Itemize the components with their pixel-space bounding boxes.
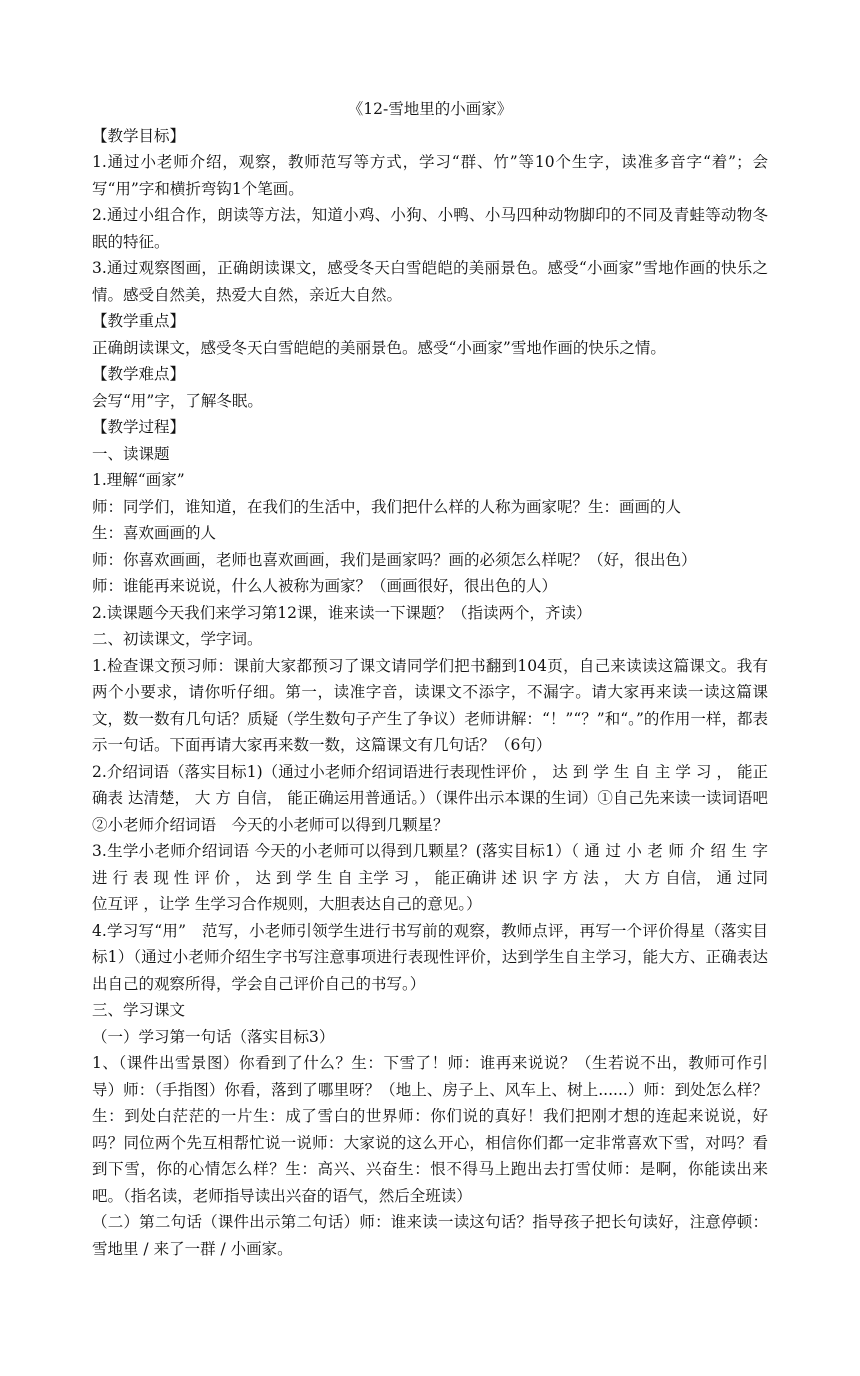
- dialogue-line: 师：同学们，谁知道，在我们的生活中，我们把什么样的人称为画家呢？生：画画的人: [92, 497, 682, 516]
- step-2-3: 3.生学小老师介绍词语 今天的小老师可以得到几颗星？(落实目标1）（ 通 过 小 老 师 介 绍 生 字 进 行 表 现 性 评 价 ， 达 到 学 生 自 主学 习 ， 能正确讲 述 识 字 方 法 ， 大 方 自信， 通 过同位互评 ，让学 生学习合作规则，大胆表达自己的意见。）: [92, 842, 768, 913]
- heading-key-points: 【教学重点】: [92, 312, 186, 330]
- goal-2: 2.通过小组合作，朗读等方法，知道小鸡、小狗、小鸭、小马四种动物脚印的不同及青蛙等动物冬眠的特征。: [92, 206, 768, 251]
- step-1-2: 2.读课题今天我们来学习第12课，谁来读一下课题？（指读两个，齐读）: [92, 603, 592, 622]
- lesson-plan-page: [92, 96, 768, 1262]
- section-1-heading: 一、读课题: [92, 444, 170, 463]
- subsection-3-2: （二）第二句话（课件出示第二句话）师：谁来读一读这句话？指导孩子把长句读好，注意停顿：雪地里 / 来了一群 / 小画家。: [92, 1213, 768, 1258]
- goal-1: 1.通过小老师介绍，观察，教师范写等方式，学习“群、竹”等10个生字，读准多音字“着”；会写“用”字和横折弯钩1个笔画。: [92, 153, 768, 198]
- step-3-1-1: 1、（课件出雪景图）你看到了什么？生：下雪了！师：谁再来说说？（生若说不出，教师可作引导）师：（手指图）你看，落到了哪里呀？（地上、房子上、风车上、树上......）师：到处怎么样？生：到处白茫茫的一片生：成了雪白的世界师：你们说的真好！我们把刚才想的连起来说说，好吗？同位两个先互相帮忙说一说师：大家说的这么开心，相信你们都一定非常喜欢下雪，对吗？看到下雪，你的心情怎么样？生：高兴、兴奋生：恨不得马上跑出去打雪仗师：是啊，你能读出来吧。（指名读，老师指导读出兴奋的语气，然后全班读）: [92, 1054, 768, 1205]
- step-2-1: 1.检查课文预习师：课前大家都预习了课文请同学们把书翻到104页，自己来读读这篇课文。我有两个小要求，请你听仔细。第一，读准字音，读课文不添字，不漏字。请大家再来读一读这篇课文，数一数有几句话？质疑（学生数句子产生了争议）老师讲解：“！”“？”和“。”的作用一样，都表示一句话。下面再请大家再来数一数，这篇课文有几句话？（6句）: [92, 656, 768, 754]
- step-1-1: 1.理解“画家”: [92, 471, 185, 489]
- subsection-3-1-heading: （一）学习第一句话（落实目标3）: [92, 1027, 335, 1046]
- dialogue-line: 师：谁能再来说说，什么人被称为画家？（画画很好，很出色的人）: [92, 577, 558, 595]
- goal-3: 3.通过观察图画，正确朗读课文，感受冬天白雪皑皑的美丽景色。感受“小画家”雪地作画的快乐之情。感受自然美，热爱大自然，亲近大自然。: [92, 259, 768, 304]
- key-points-text: 正确朗读课文，感受冬天白雪皑皑的美丽景色。感受“小画家”雪地作画的快乐之情。: [92, 338, 666, 357]
- section-2-heading: 二、初读课文，学字词。: [92, 630, 263, 648]
- dialogue-line: 师：你喜欢画画，老师也喜欢画画，我们是画家吗？画的必须怎么样呢？（好，很出色）: [92, 550, 697, 569]
- dialogue-line: 生：喜欢画画的人: [92, 524, 217, 542]
- step-2-4: 4.学习写“用” 范写，小老师引领学生进行书写前的观察，教师点评，再写一个评价得星（落实目标1）（通过小老师介绍生字书写注意事项进行表现性评价，达到学生自主学习，能大方、正确表达出自己的观察所得，学会自己评价自己的书写。）: [92, 921, 768, 993]
- section-3-heading: 三、学习课文: [92, 1001, 186, 1019]
- heading-teaching-goals: 【教学目标】: [92, 126, 186, 145]
- step-2-2: 2.介绍词语（落实目标1)（通过小老师介绍词语进行表现性评价 ， 达 到 学 生 自 主 学 习 ， 能正确表 达清楚， 大 方 自信， 能正确运用普通话。）（课件出示本课的生词）①自己先来读一读词语吧②小老师介绍词语 今天的小老师可以得到几颗星？: [92, 762, 768, 834]
- heading-difficulties: 【教学难点】: [92, 365, 186, 383]
- heading-teaching-process: 【教学过程】: [92, 418, 186, 436]
- difficulties-text: 会写“用”字，了解冬眠。: [92, 391, 263, 410]
- document-title: 《12-雪地里的小画家》: [347, 100, 513, 118]
